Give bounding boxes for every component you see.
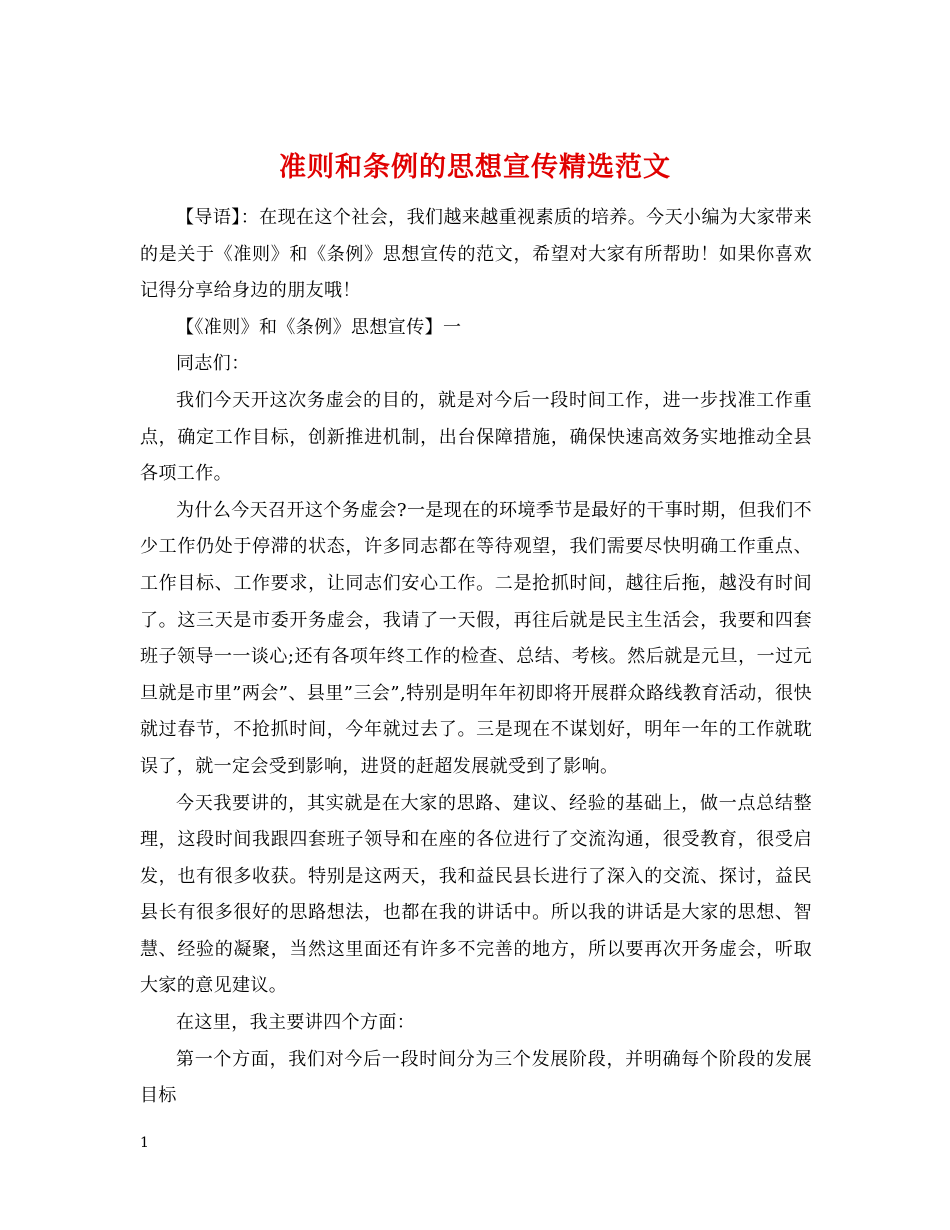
section-heading: 【《准则》和《条例》思想宣传】一 (176, 316, 462, 338)
body-paragraph: 第一个方面，我们对今后一段时间分为三个发展阶段，并明确每个阶段的发展目标 (140, 1048, 812, 1107)
body-paragraph: 为什么今天召开这个务虚会?一是现在的环境季节是最好的干事时期，但我们不少工作仍处于停滞的状态，许多同志都在等待观望，我们需要尽快明确工作重点、工作目标、工作要求，让同志们安心工作。二是抢抓时间，越往后拖，越没有时间了。这三天是市委开务虚会，我请了一天假，再往后就是民主生活会，我要和四套班子领导一一谈心;还有各项年终工作的检查、总结、考核。然后就是元旦，一过元旦就是市里”两会”、县里”三会”,特别是明年年初即将开展群众路线教育活动，很快就过春节，不抢抓时间，今年就过去了。三是现在不谋划好，明年一年的工作就耽误了，就一定会受到影响，进贤的赶超发展就受到了影响。 (140, 499, 812, 777)
document-title: 准则和条例的思想宣传精选范文 (279, 152, 671, 184)
document-body (140, 200, 812, 1115)
salutation: 同志们： (176, 353, 250, 375)
body-paragraph: 我们今天开这次务虚会的目的，就是对今后一段时间工作，进一步找准工作重点，确定工作目标，创新推进机制，出台保障措施，确保快速高效务实地推动全县各项工作。 (140, 389, 812, 485)
intro-paragraph: 【导语】：在现在这个社会，我们越来越重视素质的培养。今天小编为大家带来的是关于《准则》和《条例》思想宣传的范文，希望对大家有所帮助！如果你喜欢记得分享给身边的朋友哦！ (140, 207, 812, 302)
body-paragraph: 在这里，我主要讲四个方面： (176, 1012, 416, 1034)
page-number: 1 (140, 1135, 149, 1151)
body-paragraph: 今天我要讲的，其实就是在大家的思路、建议、经验的基础上，做一点总结整理，这段时间我跟四套班子领导和在座的各位进行了交流沟通，很受教育，很受启发，也有很多收获。特别是这两天，我和益民县长进行了深入的交流、探讨，益民县长有很多很好的思路想法，也都在我的讲话中。所以我的讲话是大家的思想、智慧、经验的凝聚，当然这里面还有许多不完善的地方，所以要再次开务虚会，听取大家的意见建议。 (140, 792, 812, 997)
